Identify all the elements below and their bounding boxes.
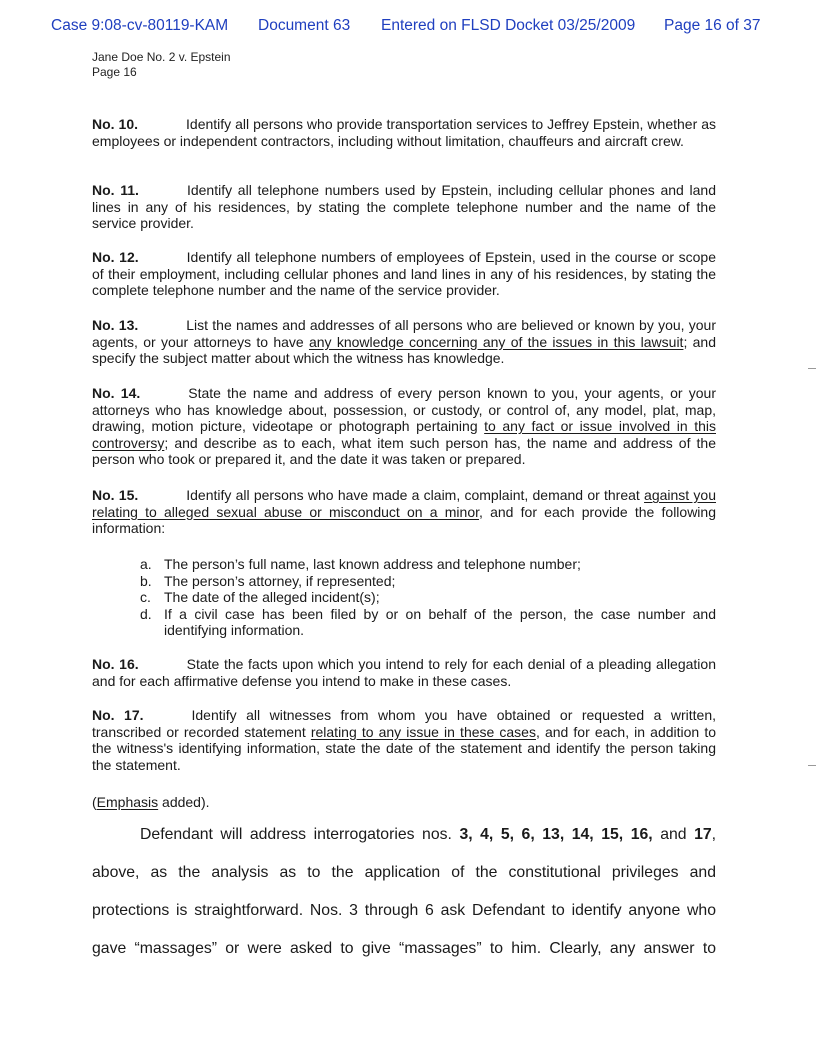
emphasis-word: Emphasis [96,794,159,810]
case-name: Jane Doe No. 2 v. Epstein [92,50,231,64]
interrogatory-16 [92,656,716,689]
interrogatory-text: Identify all persons who have made a claim, complaint, demand or threat [186,487,645,503]
interrogatory-text: List the names and addresses of all persons who are believed or known by you, your agents, or your attorneys to have [92,317,717,350]
margin-tick [808,765,816,766]
interrogatory-number: No. 10. [92,116,139,132]
interrogatory-number: No. 13. [92,317,139,333]
ecf-header [0,17,816,37]
interrogatory-number: No. 15. [92,487,139,503]
body-line-1-intro: Defendant will address interrogatories nos. [140,826,452,843]
page-label: Page 16 [92,65,137,79]
interrogatory-text: Identify all telephone numbers of employees of Epstein, used in the course or scope of their employment, including cellular phones and land lines in any of his residences, by stating the complete telephone number and the name of the service provider. [92,249,716,298]
underlined-text: relating to alleged sexual abuse or misconduct on a minor [92,503,479,520]
sublist-item [140,606,716,639]
interrogatory-10 [92,116,716,149]
underlined-text: relating to any issue in these cases [310,723,536,740]
sublist-letter: b. [140,572,152,589]
sublist-text: The date of the alleged incident(s); [164,589,380,605]
interrogatory-number: No. 11. [92,182,139,198]
ecf-document-number: Document 63 [258,17,351,34]
interrogatory-12 [92,249,716,299]
emphasis-note: (Emphasis added). [92,794,210,810]
body-line-2: above, as the analysis as to the application of the constitutional privileges and [92,864,716,881]
page-caption [92,50,231,80]
sublist-letter: d. [140,605,152,622]
interrogatory-17 [92,707,716,773]
sublist-letter: a. [140,556,152,572]
body-line-4: gave “massages” or were asked to give “massages” to him. Clearly, any answer to [92,940,716,957]
sublist-text: The person’s full name, last known address and telephone number; [164,556,581,572]
interrogatory-number: No. 12. [92,249,139,265]
sublist-item [140,556,716,573]
interrogatory-15 [92,487,716,537]
margin-tick [808,368,816,369]
interrogatory-number: No. 17. [92,707,144,723]
interrogatory-text: , and for each provide the following information: [92,503,716,536]
underlined-text: to any fact or issue involved in this controversy [92,418,716,451]
body-line-1: Defendant will address interrogatories nos. 3, 4, 5, 6, 13, 14, 15, 16, and 17, [140,826,717,843]
body-line-3: protections is straightforward. Nos. 3 through 6 ask Defendant to identify anyone who [92,902,716,919]
interrogatory-text: ; and describe as to each, what item such person has, the name and address of the person who took or prepared it, and the date it was taken or prepared. [92,434,716,467]
underlined-text: against you [644,487,716,503]
sublist-letter: c. [140,589,151,605]
interrogatory-13 [92,317,716,367]
sublist-text: The person’s attorney, if represented; [164,572,396,589]
interrogatory-15-sublist [140,556,716,639]
ecf-docket-entry: Entered on FLSD Docket 03/25/2009 [381,17,636,34]
ecf-case-number: Case 9:08-cv-80119-KAM [51,17,229,34]
interrogatory-text: Identify all persons who provide transportation services to Jeffrey Epstein, whether as employees or independent contractors, including without limitation, chauffeurs and aircraft crew. [92,116,717,149]
interrogatory-text: Identify all telephone numbers used by Epstein, including cellular phones and land lines in any of his residences, by stating the complete telephone number and the name of the service provider. [92,182,716,231]
interrogatory-text: , and for each, in addition to the witness's identifying information, state the date of the statement and identify the person taking the statement. [92,723,716,773]
underlined-text: any knowledge concerning any of the issues in this lawsuit [308,333,684,350]
sublist-text: If a civil case has been filed by or on behalf of the person, the case number and identifying information. [164,605,716,638]
interrogatory-text: ; and specify the subject matter about which the witness has knowledge. [92,333,716,366]
interrogatory-text: State the name and address of every person known to you, your agents, or your attorneys who has knowledge about, possession, or custody, or control of, any model, plat, map, drawing, motion picture, videotape or photograph pertaining [92,385,716,434]
interrogatory-number: No. 14. [92,385,141,401]
sublist-item [140,573,716,590]
sublist-item [140,589,716,606]
interrogatory-number: No. 16. [92,656,139,672]
interrogatory-14 [92,385,716,468]
interrogatory-text: State the facts upon which you intend to rely for each denial of a pleading allegation and for each affirmative defense you intend to make in these cases. [92,656,716,689]
interrogatory-text: Identify all witnesses from whom you have obtained or requested a written, transcribed or recorded statement [92,707,716,740]
ecf-page-number: Page 16 of 37 [664,17,761,34]
interrogatory-11 [92,182,716,232]
